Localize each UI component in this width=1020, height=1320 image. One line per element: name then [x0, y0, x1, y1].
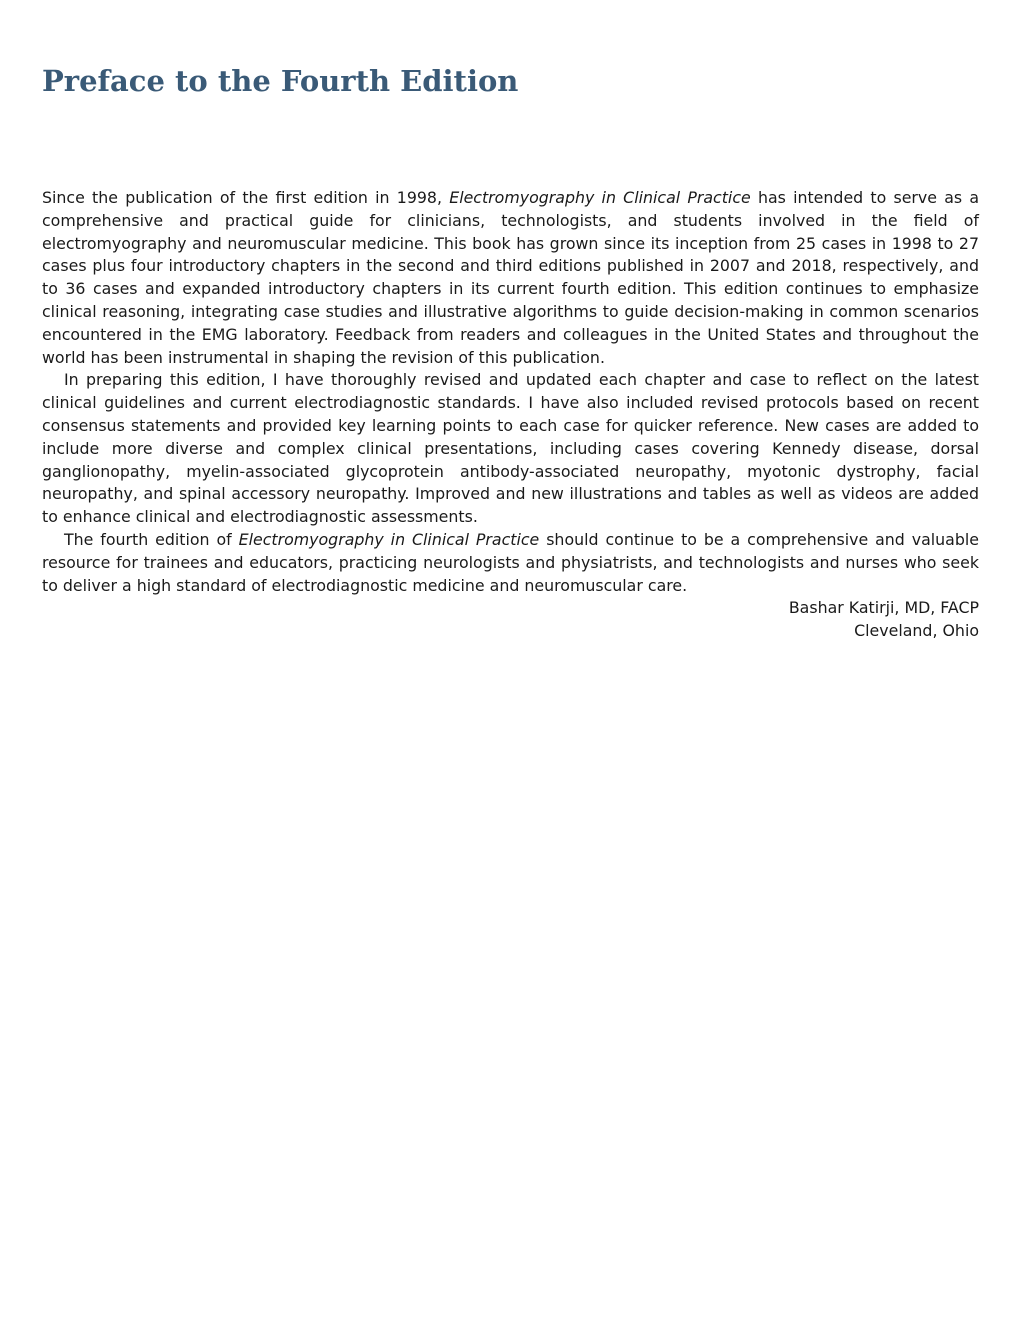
paragraph-3-text-a: The fourth edition of: [64, 529, 239, 549]
paragraph-3: [42, 529, 979, 597]
preface-body: [42, 187, 979, 643]
paragraph-3-text-c: should continue to be a comprehensive and valuable resource for trainees and educators, practicing neurologists and physiatrists, and technologists and nurses who seek to deliver a high standard of electrodiagnostic medicine and neuromuscular care.: [42, 529, 980, 595]
author-name: Bashar Katirji, MD, FACP: [788, 598, 979, 618]
page-title: Preface to the Fourth Edition: [42, 64, 519, 98]
paragraph-1-text-a: Since the publication of the first edition in 1998,: [42, 188, 450, 207]
paragraph-1: [42, 187, 979, 369]
author-location: Cleveland, Ohio: [854, 621, 979, 641]
paragraph-1-text-c: has intended to serve as a comprehensive and practical guide for clinicians, technologists, and students involved in the field of electromyography and neuromuscular medicine. This book has grown since its inception from 25 cases in 1998 to 27 cases plus four introductory chapters in the second and third editions published in 2007 and 2018, respectively, and to 36 cases and expanded introductory chapters in its current fourth edition. This edition continues to emphasize clinical reasoning, integrating case studies and illustrative algorithms to guide decision-making in common scenarios encountered in the EMG laboratory. Feedback from readers and colleagues in the United States and throughout the world has been instrumental in shaping the revision of this publication.: [42, 188, 980, 367]
signature-block: [42, 597, 979, 643]
book-title-italic: Electromyography in Clinical Practice: [238, 529, 540, 549]
book-title-italic: Electromyography in Clinical Practice: [449, 188, 751, 207]
paragraph-2: In preparing this edition, I have thoroughly revised and updated each chapter and case to reflect on the latest clinical guidelines and current electrodiagnostic standards. I have also included revised protocols based on recent consensus statements and provided key learning points to each case for quicker reference. New cases are added to include more diverse and complex clinical presentations, including cases covering Kennedy disease, dorsal ganglionopathy, myelin-associated glycoprotein antibody-associated neuropathy, myotonic dystrophy, facial neuropathy, and spinal accessory neuropathy. Improved and new illustrations and tables as well as videos are added to enhance clinical and electrodiagnostic assessments.: [42, 370, 979, 527]
